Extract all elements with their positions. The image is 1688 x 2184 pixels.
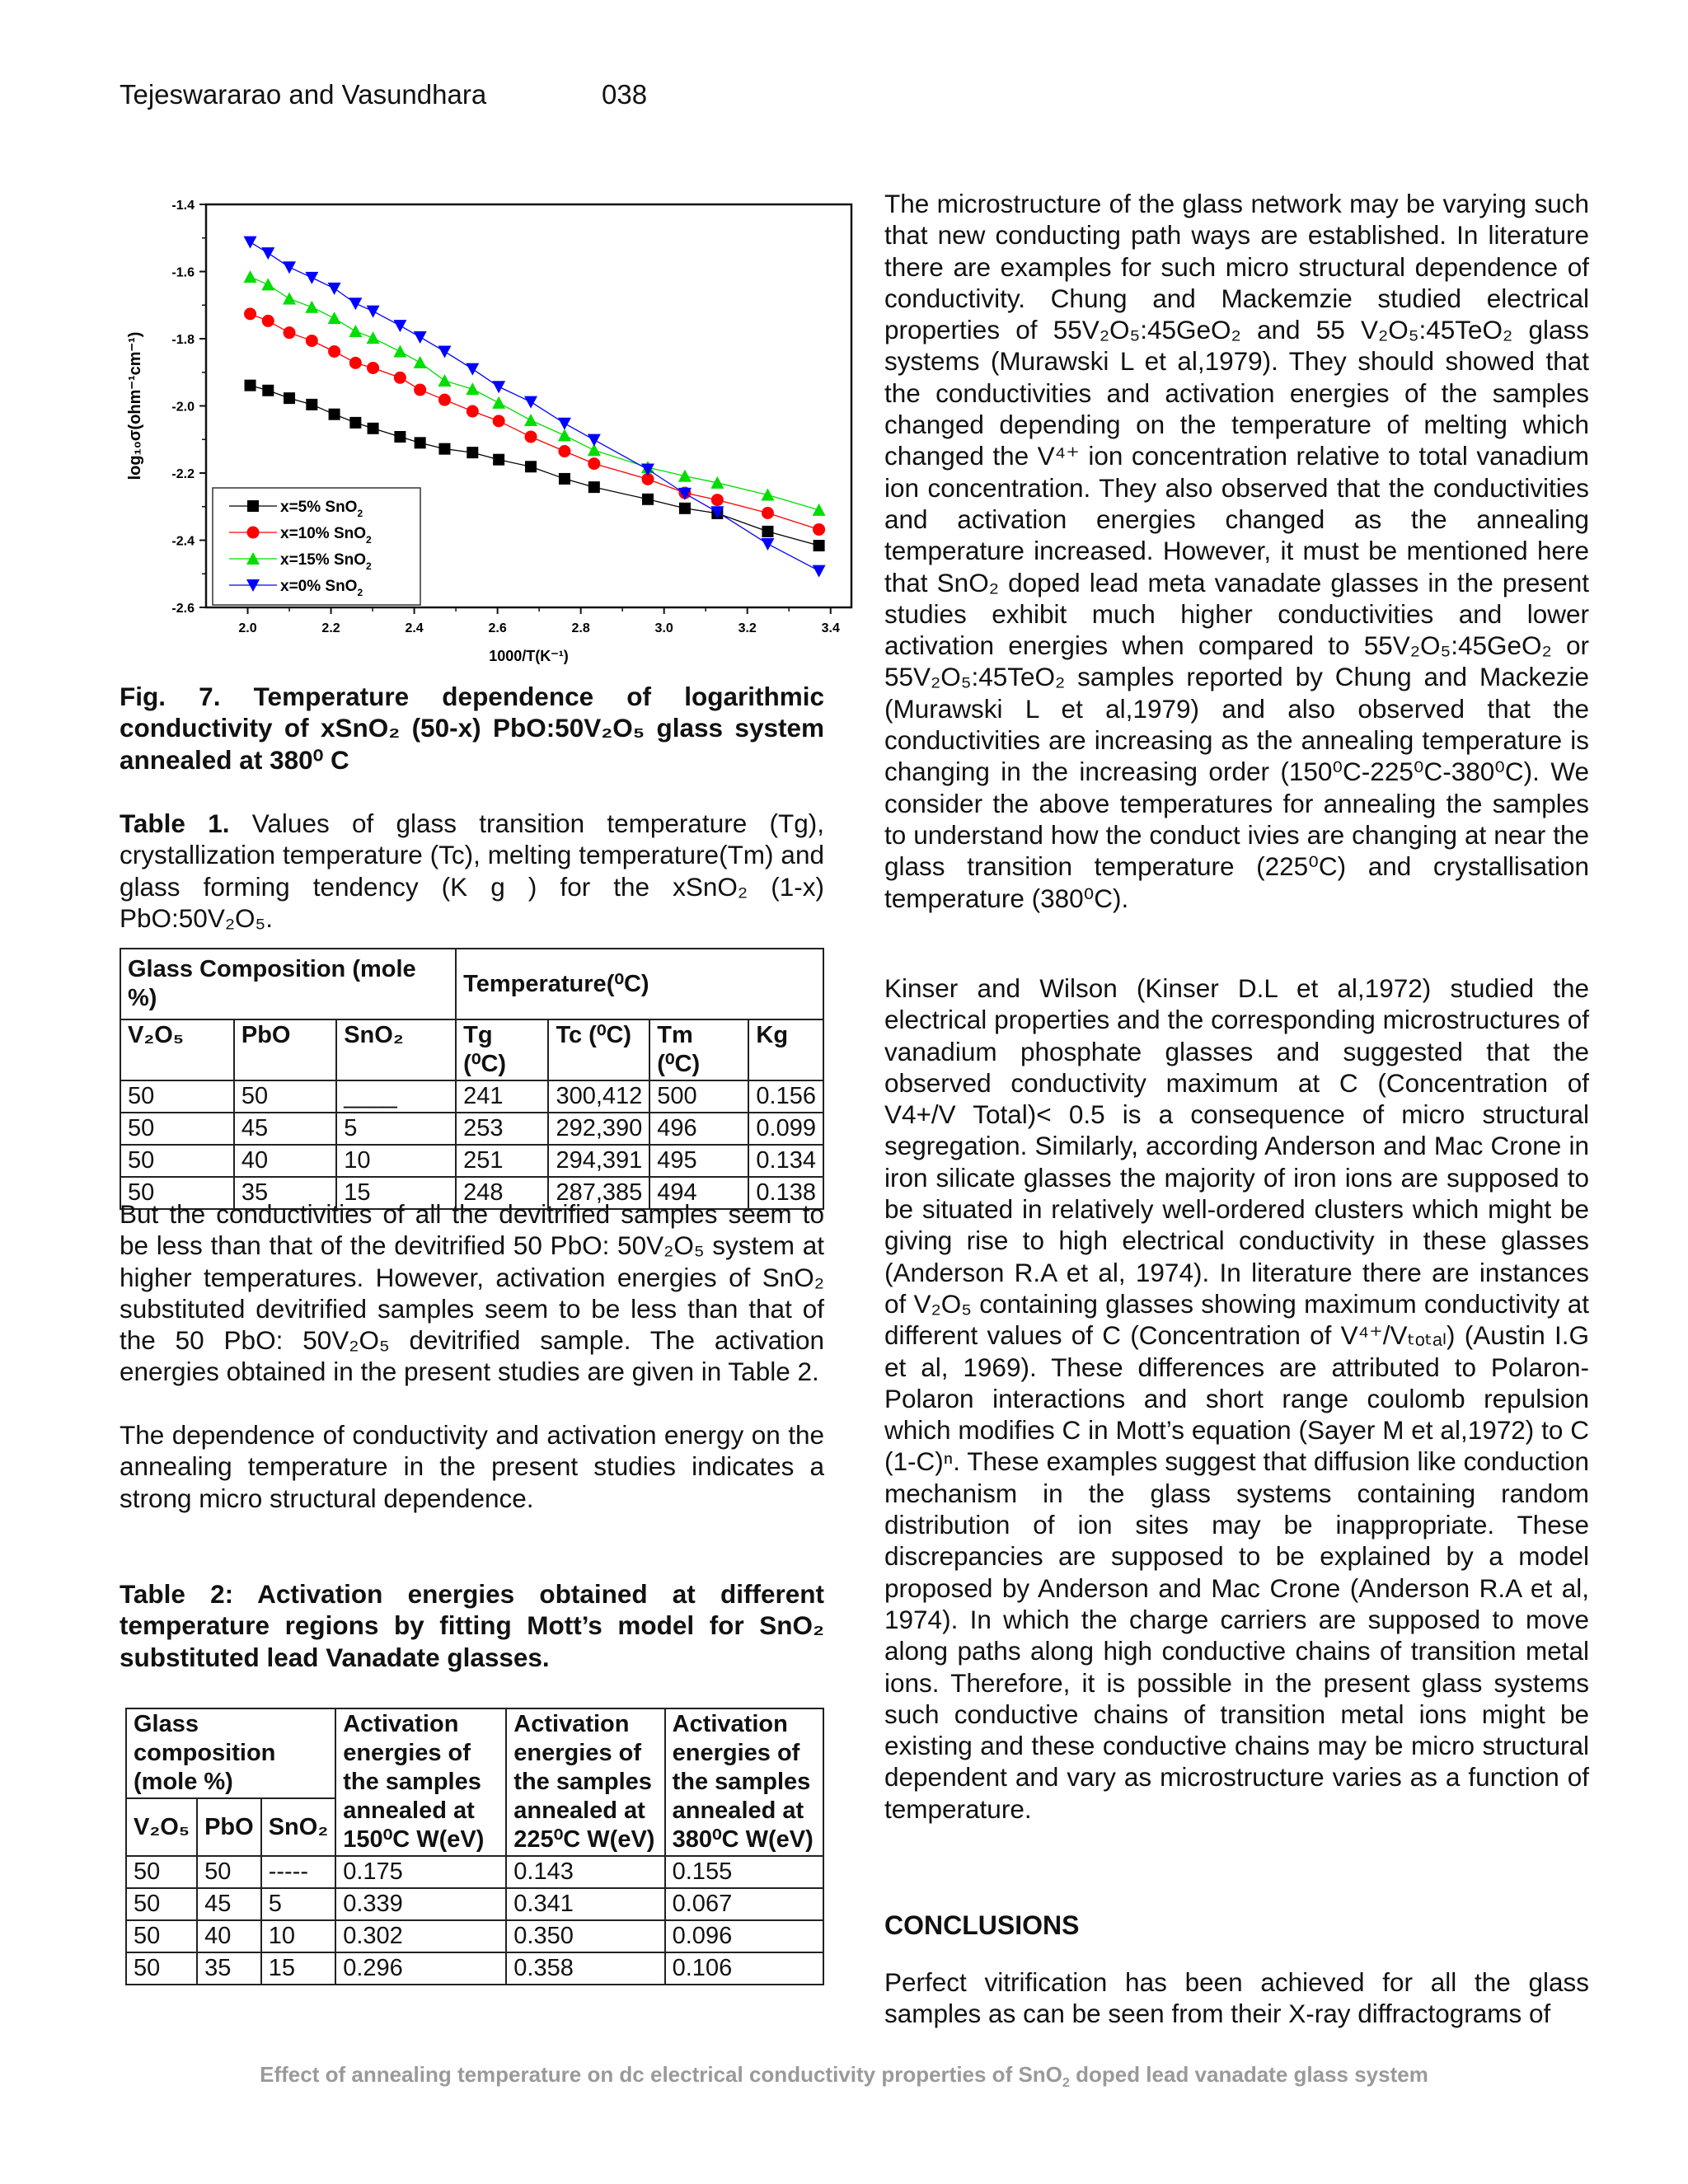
table2-energy-header-150: Activation energies of the samples annealed at 150⁰C W(eV) <box>335 1708 506 1856</box>
table-cell: 50 <box>126 1888 197 1920</box>
table-cell: 287,385 <box>548 1177 649 1209</box>
legend-marker <box>247 527 260 539</box>
data-point <box>761 488 774 500</box>
data-point <box>244 307 256 320</box>
data-point <box>328 345 340 358</box>
data-point <box>525 461 537 472</box>
data-point <box>394 431 406 443</box>
table-row <box>126 1856 823 1888</box>
conclusions-heading: CONCLUSIONS <box>884 1910 1080 1940</box>
table-row <box>120 1080 823 1113</box>
y-tick-label: -1.8 <box>171 333 195 347</box>
table-cell: 0.156 <box>748 1080 823 1113</box>
table-row <box>120 1145 823 1177</box>
header-authors: Tejeswararao and Vasundhara <box>120 79 487 110</box>
table-cell: 35 <box>234 1177 336 1209</box>
table-cell: 50 <box>126 1920 197 1952</box>
figure-caption-label: Fig. 7. <box>120 682 221 711</box>
table-cell: 495 <box>649 1145 748 1177</box>
x-tick-label: 2.4 <box>405 621 424 635</box>
legend-label: x=10% SnO$_2$ <box>280 525 372 546</box>
y-tick-label: -2.2 <box>171 467 195 481</box>
table2-column-header: PbO <box>197 1798 261 1856</box>
data-point <box>394 372 406 384</box>
legend-label: x=5% SnO$_2$ <box>280 499 363 519</box>
footer-title-end: doped lead vanadate glass system <box>1069 2062 1428 2087</box>
table-cell: 50 <box>197 1856 261 1888</box>
data-point <box>283 293 296 305</box>
table-cell: 50 <box>120 1177 234 1209</box>
right-paragraph-1 <box>884 188 1589 914</box>
table-row <box>126 1920 823 1952</box>
data-point <box>711 494 724 506</box>
table-row <box>126 1888 823 1920</box>
table-cell: 50 <box>126 1952 197 1985</box>
table1-column-header: SnO₂ <box>336 1019 456 1080</box>
table-row <box>126 1952 823 1985</box>
x-tick-label: 2.2 <box>321 621 340 635</box>
data-point <box>492 396 505 409</box>
data-point <box>762 526 773 537</box>
table-cell: 10 <box>336 1145 456 1177</box>
paragraph-text: The dependence of conductivity and activation energy on the annealing temperature in the present studies indicates a strong micro structural dependence. <box>120 1420 824 1513</box>
data-point <box>414 383 426 396</box>
data-point <box>367 331 380 344</box>
table-cell: 0.099 <box>748 1113 823 1145</box>
table-cell: 5 <box>261 1888 336 1920</box>
data-point <box>393 344 406 357</box>
table1-caption-text: Values of glass transition temperature (Tg), crystallization temperature (Tc), melting temperature(Tm) and glass forming tendency (K g ) for the xSnO₂ (1-x) PbO:50V₂O₅. <box>120 808 824 933</box>
data-point <box>284 392 295 404</box>
running-footer <box>0 2062 1688 2091</box>
table-cell: 0.302 <box>335 1920 506 1952</box>
series-line <box>251 277 819 510</box>
x-tick-label: 3.4 <box>821 621 840 635</box>
data-point <box>349 325 362 337</box>
table-cell: 0.067 <box>665 1888 823 1920</box>
data-point <box>284 326 296 339</box>
data-point <box>761 538 774 551</box>
table-cell: 300,412 <box>548 1080 649 1113</box>
table-cell: 294,391 <box>548 1145 649 1177</box>
table-cell: 496 <box>649 1113 748 1145</box>
table1-column-header: Tg (⁰C) <box>456 1019 548 1080</box>
table1-column-header: Tm (⁰C) <box>649 1019 748 1080</box>
data-point <box>588 457 600 470</box>
y-tick-label: -2.6 <box>171 602 195 616</box>
table1-column-header: Tc (⁰C) <box>548 1019 649 1080</box>
data-point <box>262 315 274 327</box>
data-point <box>261 278 274 290</box>
data-point <box>588 481 600 493</box>
data-point <box>524 396 537 409</box>
table2-energy-header-225: Activation energies of the samples annealed at 225⁰C W(eV) <box>506 1708 664 1856</box>
table-cell: ____ <box>336 1080 456 1113</box>
table-cell: 0.341 <box>506 1888 664 1920</box>
table-cell: 0.296 <box>335 1952 506 1985</box>
data-point <box>262 385 274 396</box>
table1-caption <box>120 808 824 934</box>
data-point <box>245 380 256 391</box>
table2-caption: Table 2: Activation energies obtained at different temperature regions by fitting Mott’s model for SnO₂ substituted lead Vanadate glasses. <box>120 1579 824 1672</box>
chart-plot-area <box>126 199 851 664</box>
data-point <box>813 504 826 516</box>
data-point <box>466 363 479 376</box>
data-point <box>438 374 451 387</box>
data-point <box>438 443 450 455</box>
table-cell: 251 <box>456 1145 548 1177</box>
table-cell: 45 <box>234 1113 336 1145</box>
table-cell: 5 <box>336 1113 456 1145</box>
table-cell: 50 <box>120 1080 234 1113</box>
data-point <box>306 335 318 347</box>
right-paragraph-2 <box>884 972 1589 1825</box>
y-tick-label: -1.6 <box>171 265 195 280</box>
table1 <box>120 948 824 1210</box>
table-cell: 500 <box>649 1080 748 1113</box>
figure-caption-text: Temperature dependence of logarithmic conductivity of xSnO₂ (50-x) PbO:50V₂O₅ glass system annealed at 380⁰ C <box>120 682 824 775</box>
data-point <box>678 470 692 482</box>
table-cell: 0.358 <box>506 1952 664 1985</box>
data-point <box>329 409 340 420</box>
y-tick-label: -2.0 <box>171 400 195 415</box>
data-point <box>466 382 479 395</box>
data-point <box>305 301 318 313</box>
data-point <box>813 523 825 536</box>
data-point <box>558 445 570 457</box>
table-cell: 50 <box>120 1145 234 1177</box>
table1-column-header: Kg <box>748 1019 823 1080</box>
table2-column-header: SnO₂ <box>261 1798 336 1856</box>
conductivity-chart <box>111 185 853 680</box>
table-cell: 241 <box>456 1080 548 1113</box>
data-point <box>492 381 505 393</box>
data-point <box>283 261 296 274</box>
table-cell: 15 <box>261 1952 336 1985</box>
table1-group-header-temperature: Temperature(⁰C) <box>456 949 823 1019</box>
table-cell: 253 <box>456 1113 548 1145</box>
table2-group-header: Glass composition (mole %) <box>126 1708 335 1798</box>
data-point <box>244 270 257 283</box>
data-point <box>368 423 379 434</box>
data-point <box>367 306 380 318</box>
table2-column-header: V₂O₅ <box>126 1798 197 1856</box>
legend-label: x=0% SnO$_2$ <box>280 578 363 598</box>
data-point <box>349 298 362 310</box>
conclusions-paragraph <box>884 1966 1589 2030</box>
table-cell: 15 <box>336 1177 456 1209</box>
data-point <box>525 430 537 443</box>
table1-caption-label: Table 1. <box>120 808 230 838</box>
table-cell: 0.106 <box>665 1952 823 1985</box>
footer-title: Effect of annealing temperature on dc electrical conductivity properties of SnO <box>260 2062 1062 2087</box>
data-point <box>524 414 537 426</box>
table-cell: 0.096 <box>665 1920 823 1952</box>
table1-group-header-composition: Glass Composition (mole %) <box>120 949 456 1019</box>
data-point <box>414 331 427 344</box>
figure-caption <box>120 681 824 776</box>
data-point <box>493 415 505 427</box>
data-point <box>367 362 379 374</box>
paragraph-text: Perfect vitrification has been achieved for all the glass samples as can be seen from their X-ray diffractograms of <box>884 1967 1589 2029</box>
data-point <box>261 247 274 260</box>
data-point <box>813 565 826 578</box>
y-tick-label: -1.4 <box>171 199 195 213</box>
table-row <box>120 1113 823 1145</box>
table1-column-header: V₂O₅ <box>120 1019 234 1080</box>
left-paragraph-1 <box>120 1198 824 1388</box>
data-point <box>415 437 426 448</box>
data-point <box>244 237 257 249</box>
table-cell: 0.175 <box>335 1856 506 1888</box>
data-point <box>467 405 479 418</box>
table-cell: 0.138 <box>748 1177 823 1209</box>
data-point <box>558 418 571 430</box>
data-point <box>305 272 318 284</box>
table-cell: 0.350 <box>506 1920 664 1952</box>
table-cell: 35 <box>197 1952 261 1985</box>
table-cell: 10 <box>261 1920 336 1952</box>
data-point <box>467 447 478 458</box>
footer-title-subscript: 2 <box>1062 2075 1070 2091</box>
y-axis-label: log₁₀σ(ohm⁻¹cm⁻¹) <box>126 331 144 480</box>
data-point <box>328 312 341 324</box>
page-number: 038 <box>602 79 648 110</box>
data-point <box>814 540 825 551</box>
table-cell: 0.134 <box>748 1145 823 1177</box>
data-point <box>349 357 362 369</box>
table-cell: 45 <box>197 1888 261 1920</box>
table-cell: 40 <box>197 1920 261 1952</box>
table2-energy-header-380: Activation energies of the samples annealed at 380⁰C W(eV) <box>665 1708 823 1856</box>
data-point <box>393 320 406 332</box>
data-point <box>642 494 654 505</box>
table-cell: 0.143 <box>506 1856 664 1888</box>
paragraph-text: Kinser and Wilson (Kinser D.L et al,1972) studied the electrical properties and the corresponding microstructures of vanadium phosphate glasses and suggested that the observed conductivity maximum at C (Concentration of V4+/V Total)< 0.5 is a consequence of micro structural segregation. Similarly, according Anderson and Mac Crone in iron silicate glasses the majority of iron ions are supposed to be situated in relatively well-ordered clusters which might be giving rise to high electrical conductivity in these glasses (Anderson R.A et al, 1974). In literature there are instances of V₂O₅ containing glasses showing maximum conductivity at different values of C (Concentration of V⁴⁺/Vₜₒₜₐₗ) (Austin I.G et al, 1969). These differences are attributed to Polaron- Polaron interactions and short range coulomb repulsion which modifies C in Mott’s equation (Sayer M et al,1972) to C (1-C)ⁿ. These examples suggest that diffusion like conduction mechanism in the glass systems containing random distribution of ion sites may be inappropriate. These discrepancies are supposed to be explained by a model proposed by Anderson and Mac Crone (Anderson R.A et al, 1974). In which the charge carriers are supposed to move along paths along high conductive chains of transition metal ions. Therefore, it is possible in the present glass systems such conductive chains of transition metal ions might be existing and these conductive chains may be micro structural dependent and vary as microstructure varies as a function of temperature. <box>884 973 1589 1824</box>
table-cell: ----- <box>261 1856 336 1888</box>
x-tick-label: 2.6 <box>488 621 507 635</box>
running-header <box>120 79 648 110</box>
table-cell: 248 <box>456 1177 548 1209</box>
table-cell: 50 <box>126 1856 197 1888</box>
data-point <box>559 473 570 485</box>
table-cell: 292,390 <box>548 1113 649 1145</box>
table-cell: 40 <box>234 1145 336 1177</box>
table2 <box>125 1708 824 1985</box>
x-tick-label: 3.0 <box>654 621 673 635</box>
data-point <box>438 394 451 406</box>
left-paragraph-2 <box>120 1419 824 1514</box>
x-tick-label: 3.2 <box>738 621 757 635</box>
x-tick-label: 2.8 <box>571 621 590 635</box>
table-cell: 50 <box>234 1080 336 1113</box>
x-axis-label: 1000/T(K⁻¹) <box>489 648 569 664</box>
table-cell: 494 <box>649 1177 748 1209</box>
data-point <box>414 356 427 368</box>
data-point <box>306 399 317 410</box>
table-cell: 0.339 <box>335 1888 506 1920</box>
legend-marker <box>247 500 259 512</box>
data-point <box>679 503 691 514</box>
paragraph-text: The microstructure of the glass network may be varying such that new conducting path ways are established. In literature there are examples for such micro structural dependence of conductivity. Chung and Mackemzie studied electrical properties of 55V₂O₅:45GeO₂ and 55 V₂O₅:45TeO₂ glass systems (Murawski L et al,1979). They should showed that the conductivities and activation energies of the samples changed depending on the temperature of melting which changed the V⁴⁺ ion concentration relative to total vanadium ion concentration. They also observed that the conductivities and activation energies changed as the annealing temperature increased. However, it must be mentioned here that SnO₂ doped lead meta vanadate glasses in the present studies exhibit much higher conductivities and lower activation energies when compared to 55V₂O₅:45GeO₂ or 55V₂O₅:45TeO₂ samples reported by Chung and Mackezie (Murawski L et al,1979) and also observed that the conductivities are increasing as the annealing temperature is changing in the increasing order (150⁰C-225⁰C-380⁰C). We consider the above temperatures for annealing the samples to understand how the conduct ivies are changing at near the glass transition temperature (225⁰C) and crystallisation temperature (380⁰C). <box>884 189 1589 913</box>
table-cell: 50 <box>120 1113 234 1145</box>
data-point <box>558 429 571 441</box>
legend-label: x=15% SnO$_2$ <box>280 551 372 572</box>
data-point <box>588 434 601 447</box>
data-point <box>762 507 774 519</box>
data-point <box>493 454 504 466</box>
x-tick-label: 2.0 <box>238 621 257 635</box>
data-point <box>349 417 361 429</box>
data-point <box>328 283 341 295</box>
paragraph-text: But the conductivities of all the devitrified samples seem to be less than that of the devitrified 50 PbO: 50V₂O₅ system at higher temperatures. However, activation energies of SnO₂ substituted devitrified samples seem to be less than that of the 50 PbO: 50V₂O₅ devitrified sample. The activation energies obtained in the present studies are given in Table 2. <box>120 1199 824 1387</box>
table-cell: 0.155 <box>665 1856 823 1888</box>
y-tick-label: -2.4 <box>171 534 195 549</box>
data-point <box>438 345 451 358</box>
table1-column-header: PbO <box>234 1019 336 1080</box>
